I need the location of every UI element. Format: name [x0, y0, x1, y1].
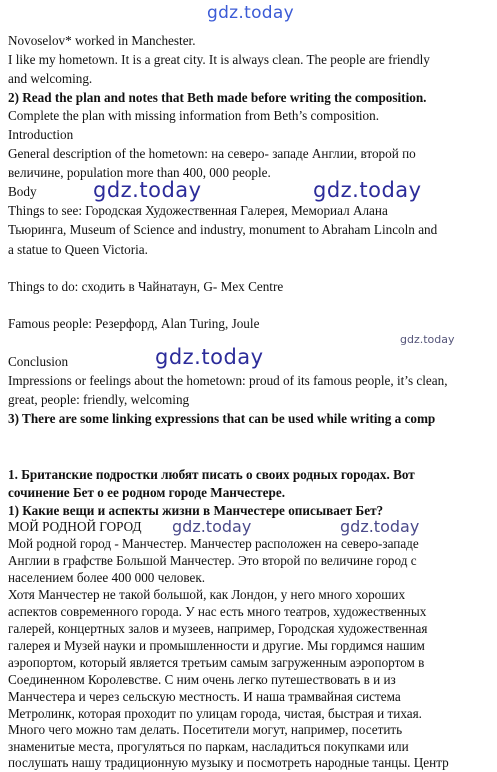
watermark-conclusion-large: gdz.today	[155, 345, 264, 369]
text-line: послушать нашу традиционную музыку и посмотреть народные танцы. Центр	[8, 755, 449, 770]
text-line: Манчестера и через сельскую местность. И наша трамвайная система	[8, 689, 401, 704]
watermark-top: gdz.today	[207, 3, 294, 23]
text-line: галерея и Музей науки и промышленности и другие. Мы гордимся нашим	[8, 638, 425, 653]
section-label-body: Body	[8, 184, 37, 199]
text-line: Novoselov* worked in Manchester.	[8, 33, 196, 48]
task-heading: сочинение Бет о ее родном городе Манчестере.	[8, 485, 286, 500]
text-line: знаменитые места, прогуляться по паркам, насладиться покупками или	[8, 739, 409, 754]
text-line: Соединенном Королевстве. С ним очень легко путешествовать в и из	[8, 672, 396, 687]
watermark-title-right: gdz.today	[340, 517, 420, 536]
text-line: I like my hometown. It is a great city. It is always clean. The people are friendly	[8, 52, 430, 67]
task-heading: 2) Read the plan and notes that Beth made before writing the composition.	[8, 90, 427, 105]
task-heading: 3) There are some linking expressions that can be used while writing a comp	[8, 411, 436, 426]
text-line: Много чего можно там делать. Посетители могут, например, посетить	[8, 722, 403, 737]
text-line: Хотя Манчестер не такой большой, как Лондон, у него много хороших	[8, 587, 406, 602]
text-line: General description of the hometown: на северо- западе Англии, второй по	[8, 146, 416, 161]
watermark-title-mid: gdz.today	[172, 517, 252, 536]
task-heading: 1) Какие вещи и аспекты жизни в Манчестере описывает Бет?	[8, 503, 384, 518]
text-line: a statue to Queen Victoria.	[8, 242, 148, 257]
composition-title: МОЙ РОДНОЙ ГОРОД	[8, 519, 142, 534]
text-line: Things to do: сходить в Чайнатаун, G- Mex Centre	[8, 279, 284, 294]
watermark-body-right: gdz.today	[313, 178, 422, 202]
text-line: Метролинк, которая проходит по улицам города, чистая, быстрая и тихая.	[8, 706, 422, 721]
text-line: галерей, концертных залов и музеев, например, Городская художественная	[8, 621, 428, 636]
text-line: Famous people: Резерфорд, Alan Turing, Joule	[8, 316, 260, 331]
text-line: аспектов современного города. У нас есть много театров, художественных	[8, 604, 427, 619]
section-label-introduction: Introduction	[8, 127, 74, 142]
text-line: Мой родной город - Манчестер. Манчестер расположен на северо-западе	[8, 536, 419, 551]
text-line: great, people: friendly, welcoming	[8, 392, 190, 407]
text-line: населением более 400 000 человек.	[8, 570, 206, 585]
task-heading: 1. Британские подростки любят писать о своих родных городах. Вот	[8, 467, 415, 482]
text-line: Англии в графстве Большой Манчестер. Это второй по величине город с	[8, 553, 417, 568]
watermark-body-left: gdz.today	[93, 178, 202, 202]
text-line: величине, population more than 400, 000 people.	[8, 165, 271, 180]
watermark-conclusion-small: gdz.today	[400, 333, 455, 346]
text-line: Things to see: Городская Художественная Галерея, Мемориал Алана	[8, 203, 388, 218]
section-label-conclusion: Conclusion	[8, 354, 69, 369]
text-line: Impressions or feelings about the hometown: proud of its famous people, it’s clean,	[8, 373, 448, 388]
text-line: and welcoming.	[8, 71, 93, 86]
text-line: Complete the plan with missing information from Beth’s composition.	[8, 108, 380, 123]
text-line: Тьюринга, Museum of Science and industry, monument to Abraham Lincoln and	[8, 222, 438, 237]
text-line: аэропортом, который является третьим самым загруженным аэропортом в	[8, 655, 425, 670]
